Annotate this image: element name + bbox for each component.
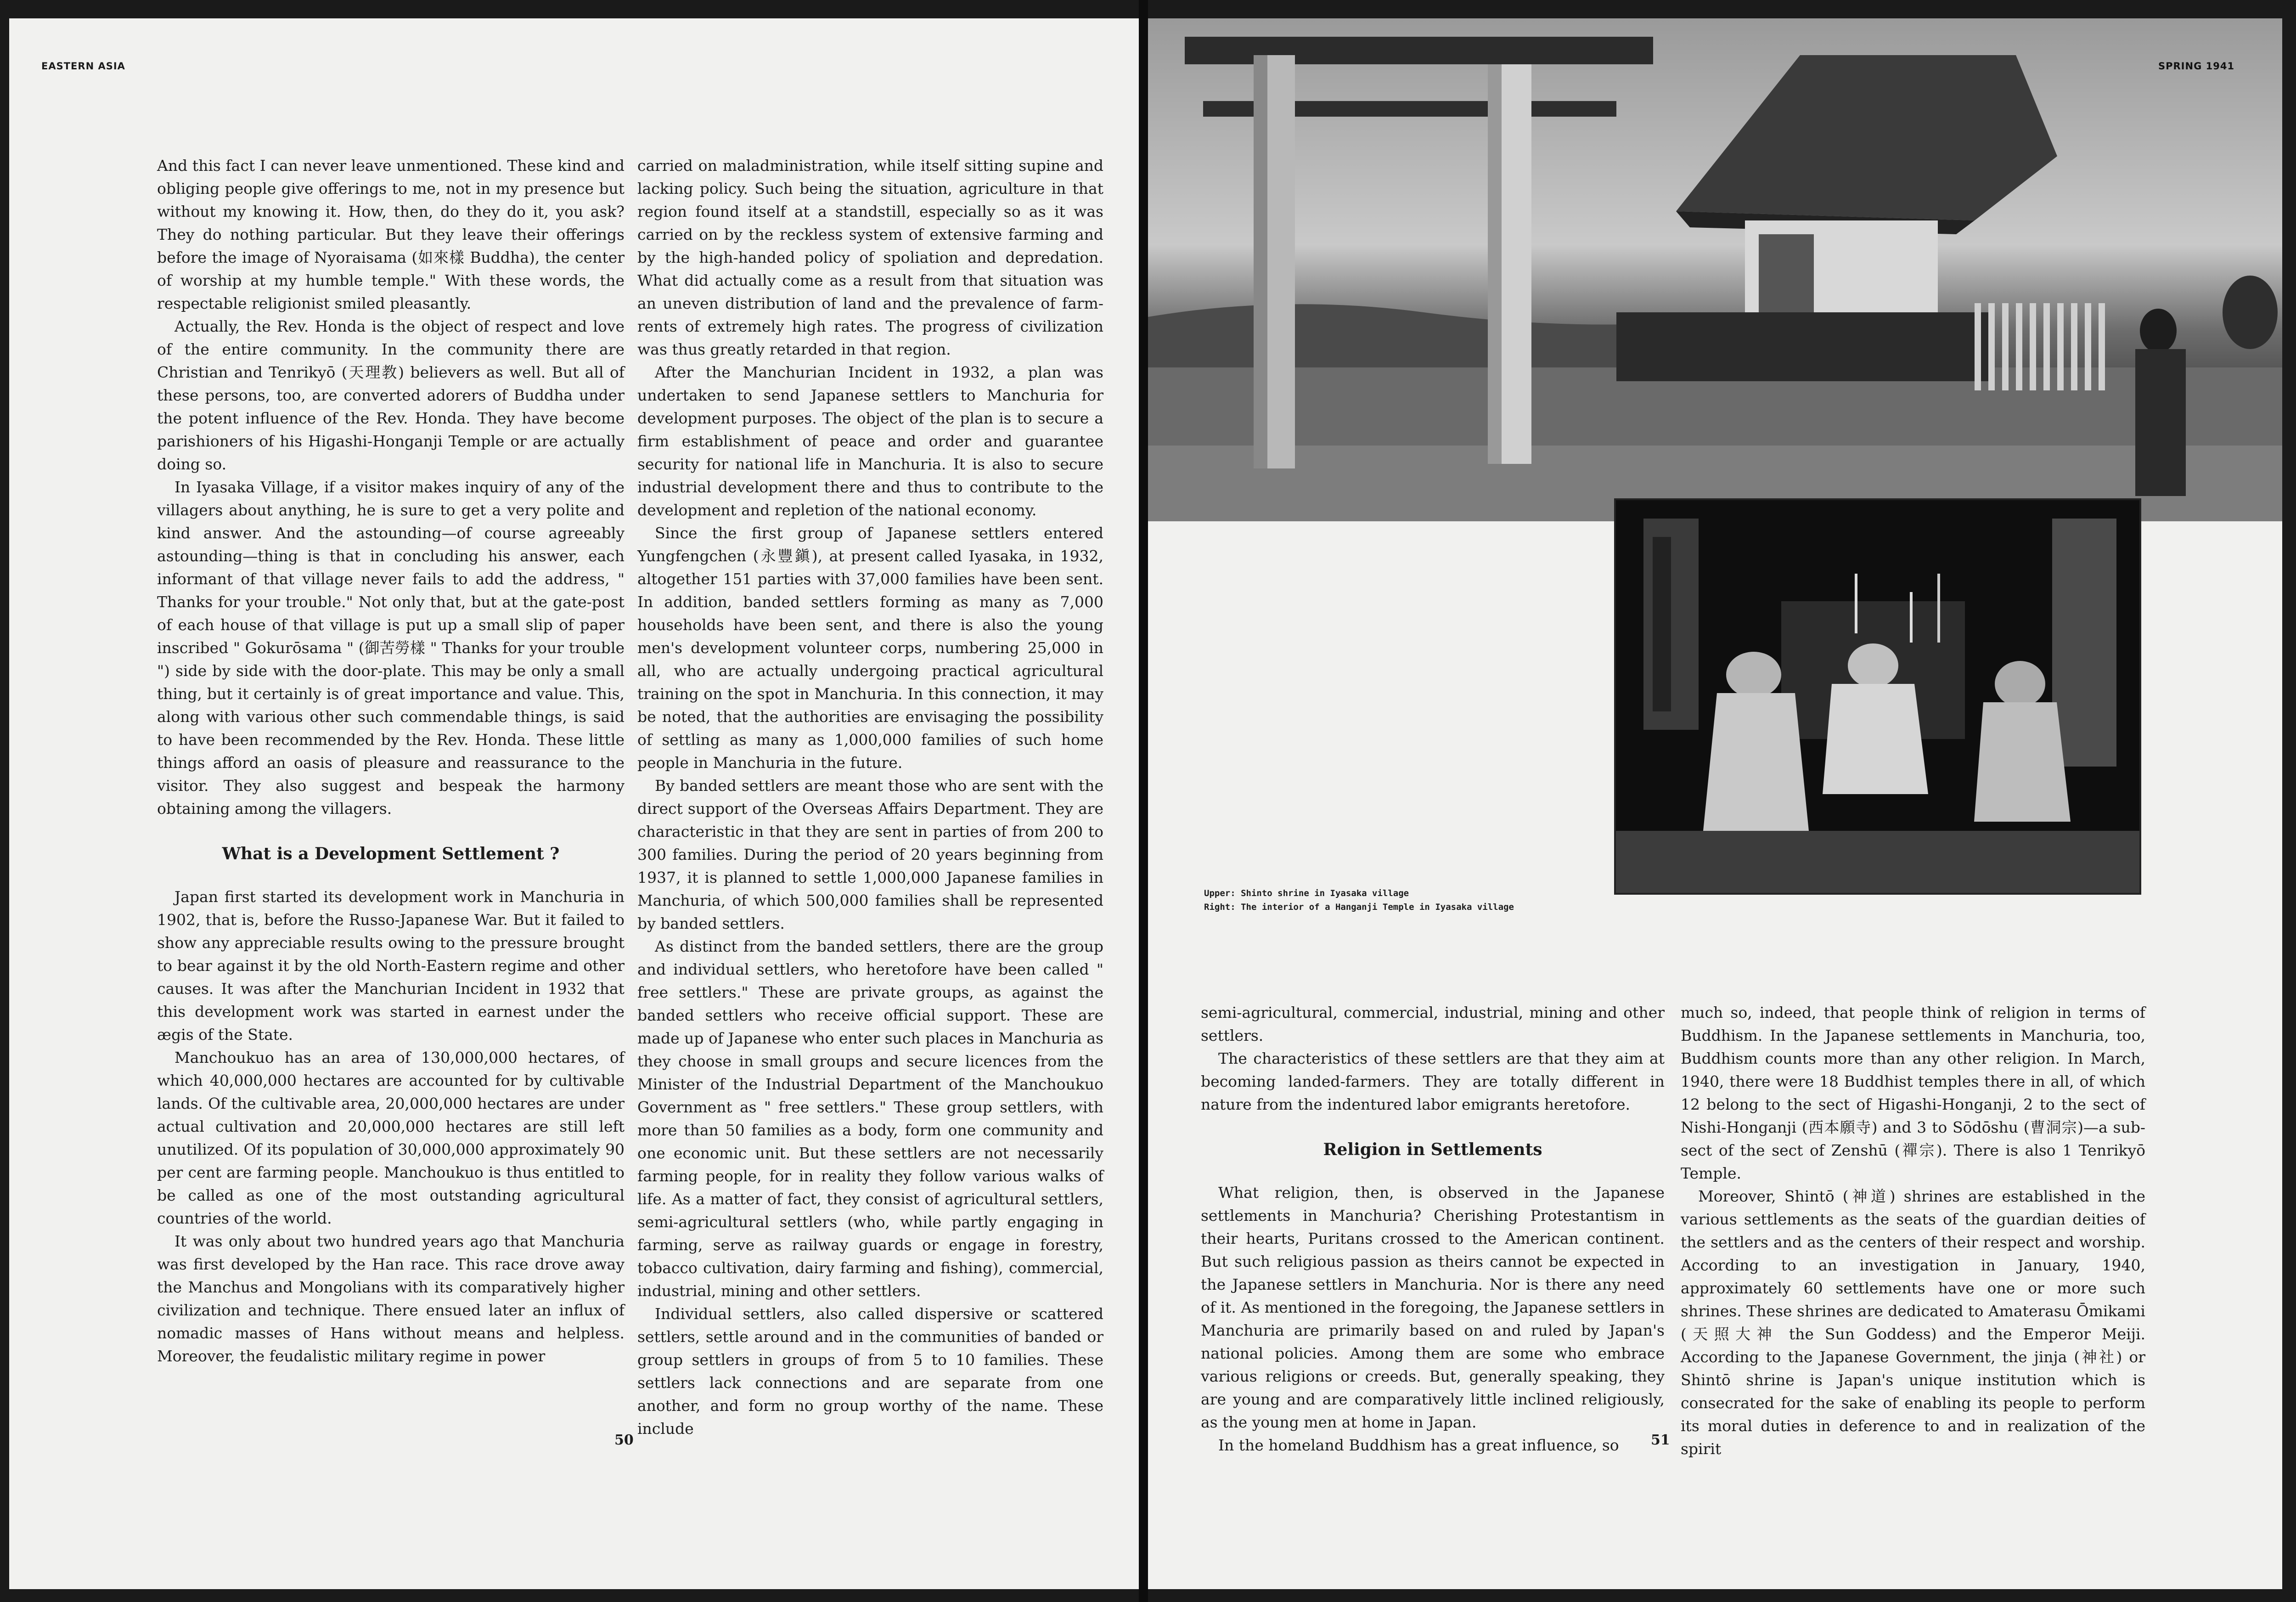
paragraph: much so, indeed, that people think of religion in terms of Buddhism. In the Japanese settlements in Manchuria, too, Buddhism counts more than any other religion. In March, 1940, there were 18 Buddhist temples there in all, of which 12 belong to the sect of Higashi-Honganji, 2 to the sect of Nishi-Honganji (西本願寺) and 3 to Sōdōshu (曹洞宗)—a sub-sect of the sect of Zenshū (禪宗). There is also 1 Tenrikyō Temple. <box>1681 1004 2145 1182</box>
running-header-left: EASTERN ASIA <box>41 61 125 72</box>
page-number-left: 50 <box>614 1432 634 1448</box>
section-heading: What is a Development Settlement ? <box>222 844 560 863</box>
right-column-2 <box>1681 1001 2145 1461</box>
left-column-2 <box>637 154 1103 1440</box>
paragraph: Since the first group of Japanese settlers entered Yungfengchen (永豐鎭), at present called Iyasaka, in 1932, altogether 151 parties with 37,000 families have been sent. In addition, banded settlers forming as many as 7,000 households have been sent, and there is also the young men's development volunteer corps, numbering 25,000 in all, who are actually undergoing practical agricultural training on the spot in Manchuria. In this connection, it may be noted, that the authorities are envisaging the possibility of settling as many as 1,000,000 families of such home people in Manchuria in the future. <box>637 524 1103 772</box>
paragraph: Moreover, Shintō (神道) shrines are established in the various settlements as the seats of the guardian deities of the settlers and as the centers of their respect and worship. According to an investigation in January, 1940, approximately 60 settlements have one or more such shrines. These shrines are dedicated to Amaterasu Ōmikami (天照大神 the Sun Goddess) and the Emperor Meiji. According to the Japanese Government, the jinja (神社) or Shintō shrine is Japan's unique institution which is consecrated for the sake of enabling its people to perform its moral duties in deference to and in realization of the spirit <box>1681 1187 2145 1458</box>
paragraph: semi-agricultural, commercial, industrial, mining and other settlers. <box>1201 1004 1665 1044</box>
photo-captions <box>1204 886 1608 914</box>
paragraph: As distinct from the banded settlers, there are the group and individual settlers, who heretofore have been called " free settlers." These are private groups, as against the banded settlers who receive official support. These are made up of Japanese who enter such places in Manchuria as they choose in small groups and secure licences from the Minister of the Industrial Department of the Manchoukuo Government as " free settlers." These group settlers, with more than 50 families as a body, form one community and one economic unit. But these settlers are not necessarily farming people, for in reality they follow various walks of life. As a matter of fact, they consist of agricultural settlers, semi-agricultural settlers (who, while partly engaging in farming, serve as railway guards or engage in forestry, tobacco cultivation, dairy farming and fishing), commercial, industrial, mining and other settlers. <box>637 937 1103 1300</box>
temple-interior-photo <box>1614 498 2141 895</box>
caption-upper: Upper: Shinto shrine in Iyasaka village <box>1204 888 1409 898</box>
paragraph: The characteristics of these settlers are that they aim at becoming landed-farmers. They are totally different in nature from the indentured labor emigrants heretofore. <box>1201 1049 1665 1113</box>
right-column-1 <box>1201 1001 1665 1457</box>
temple-interior-illustration <box>1616 500 2139 893</box>
paragraph: In the homeland Buddhism has a great influence, so <box>1218 1436 1619 1454</box>
paragraph: Individual settlers, also called dispersive or scattered settlers, settle around and in the communities of banded or group settlers in groups of from 5 to 10 families. These settlers lack connections and are separate from one another, and form no group worthy of the name. These include <box>637 1305 1103 1438</box>
section-heading: Religion in Settlements <box>1323 1140 1542 1159</box>
paragraph: And this fact I can never leave unmentioned. These kind and obliging people give offerings to me, not in my presence but without my knowing it. How, then, do they do it, you ask? They do nothing particular. But they leave their offerings before the image of Nyoraisama (如來樣 Buddha), the center of worship at my humble temple." With these words, the respectable religionist smiled pleasantly. <box>157 157 625 312</box>
paragraph: Actually, the Rev. Honda is the object of respect and love of the entire community. In the community there are Christian and Tenrikyō (天理教) believers as well. But all of these persons, too, are converted adorers of Buddha under the potent influence of the Rev. Honda. They have become parishioners of his Higashi-Honganji Temple or are actually doing so. <box>157 317 625 473</box>
left-page <box>9 18 1139 1589</box>
page-number-right: 51 <box>1651 1432 1670 1448</box>
paragraph: Japan first started its development work in Manchuria in 1902, that is, before the Russo-Japanese War. But it failed to show any appreciable results owing to the pressure brought to bear against it by the old North-Eastern regime and other causes. It was after the Manchurian Incident in 1932 that this development work was started in earnest under the ægis of the State. <box>157 888 625 1044</box>
left-column-1 <box>157 154 625 1368</box>
paragraph: Manchoukuo has an area of 130,000,000 hectares, of which 40,000,000 hectares are accounted for by cultivable lands. Of the cultivable area, 20,000,000 hectares are under actual cultivation and 20,000,000 hectares are still left unutilized. Of its population of 30,000,000 approximately 90 per cent are farming people. Manchoukuo is thus entitled to be called as one of the most outstanding agricultural countries of the world. <box>157 1049 625 1227</box>
paragraph: It was only about two hundred years ago that Manchuria was first developed by the Han race. This race drove away the Manchus and Mongolians with its comparatively higher civilization and technique. There ensued later an influx of nomadic masses of Hans without means and helpless. Moreover, the feudalistic military regime in power <box>157 1232 625 1365</box>
right-page <box>1148 18 2282 1589</box>
paragraph: By banded settlers are meant those who are sent with the direct support of the Overseas Affairs Department. They are characteristic in that they are sent in parties of from 200 to 300 families. During the period of 20 years beginning from 1937, it is planned to settle 1,000,000 Japanese families in Manchuria, of which 500,000 families shall be represented by banded settlers. <box>637 777 1103 932</box>
shinto-shrine-photo <box>1148 18 2282 521</box>
caption-right: Right: The interior of a Hanganji Temple in Iyasaka village <box>1204 902 1514 912</box>
book-gutter <box>1139 0 1148 1602</box>
paragraph: In Iyasaka Village, if a visitor makes inquiry of any of the villagers about anything, he is sure to get a very polite and kind answer. And the astounding—of course agreeably astounding—thing is that in concluding his answer, each informant of that village never fails to add the address, " Thanks for your trouble." Not only that, but at the gate-post of each house of that village is put up a small slip of paper inscribed " Gokurōsama " (御苦勞樣 " Thanks for your trouble ") side by side with the door-plate. This may be only a small thing, but it certainly is of great importance and value. This, along with various other such commendable things, is said to have been recommended by the Rev. Honda. These little things afford an oasis of pleasure and reassurance to the visitor. They also suggest and bespeak the harmony obtaining among the villagers. <box>157 478 625 818</box>
running-header-right: SPRING 1941 <box>2158 61 2235 72</box>
paragraph: What religion, then, is observed in the Japanese settlements in Manchuria? Cherishing Protestantism in their hearts, Puritans crossed to the American continent. But such religious passion as theirs cannot be expected in the Japanese settlers in Manchuria. Nor is there any need of it. As mentioned in the foregoing, the Japanese settlers in Manchuria are primarily based on and ruled by Japan's national policies. Among them are some who embrace various religions or creeds. But, generally speaking, they are young and are comparatively little inclined religiously, as the young men at home in Japan. <box>1201 1184 1665 1431</box>
shrine-photo-illustration <box>1148 18 2282 521</box>
paragraph: carried on maladministration, while itself sitting supine and lacking policy. Such being the situation, agriculture in that region found itself at a standstill, especially so as it was carried on by the reckless system of extensive farming and by the high-handed policy of spoliation and depredation. What did actually come as a result from that situation was an uneven distribution of land and the prevalence of farm-rents of extremely high rates. The progress of civilization was thus greatly retarded in that region. <box>637 157 1103 358</box>
paragraph: After the Manchurian Incident in 1932, a plan was undertaken to send Japanese settlers to Manchuria for development purposes. The object of the plan is to secure a firm establishment of peace and order and guarantee security for national life in Manchuria. It is also to secure industrial development there and thus to contribute to the development and repletion of the national economy. <box>637 363 1103 519</box>
